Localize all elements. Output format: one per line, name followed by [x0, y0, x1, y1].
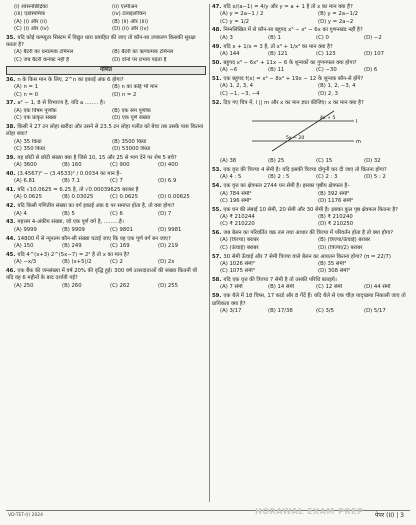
option: (B) y = 2a−1/2	[318, 11, 358, 18]
option: (B) 249	[62, 242, 82, 249]
question-42	[6, 203, 206, 218]
option: (B) 0.03025	[62, 194, 94, 201]
question-text: बहुपद x³ − 6x² + 11x − 6 के शून्यकों का गुणनफल क्या होगा?	[223, 59, 357, 66]
option: (B) 35 सेमी³	[318, 260, 347, 267]
question-text: एक बैंक की जनसंख्या में वर्ष 20% की वृद्धि हुई। 300 वर्ष उत्तरदाताओं की संख्या कितनी थी यदि वह 6 महीनों के बाद दर्शायी गई?	[6, 268, 198, 282]
question-number: 43.	[6, 219, 16, 226]
question-number: 40.	[6, 170, 16, 177]
option: (D) y = 2a−2	[318, 18, 354, 25]
option: (D) 400	[158, 162, 179, 169]
watermark: HORAWAL EXAM PREP	[255, 507, 364, 516]
option: (A) 0.0625	[14, 194, 42, 201]
option: (C) जब बैटरी कनेक्ट नहीं है	[14, 56, 69, 63]
question-number: 37.	[6, 100, 16, 107]
option: (C) 262	[110, 282, 130, 289]
option: (B) 14 सेमी	[268, 284, 294, 291]
angle-label-bottom: 5x − 20	[286, 135, 305, 141]
angle-label-top: 4x + 5	[320, 115, 336, 121]
option: (D) 44 सेमी	[364, 284, 391, 291]
question-text: यदि एक वृत्त की त्रिज्या 7 सेमी है तो उसकी परिधि बताइये।	[223, 277, 337, 284]
page-number: पेपर (II) | 3	[374, 512, 404, 519]
option: (C) −30	[316, 67, 337, 74]
option: (iii) एंडोस्पर्मिक	[14, 11, 46, 18]
option: (D) 9981	[158, 226, 182, 233]
option: (A) 3600	[14, 162, 37, 169]
option: (B) 3500 किग्रा	[112, 138, 147, 145]
question-text: एक थैले में 18 चिप्स, 17 कार्ड और 8 गेंदें हैं। यदि थैले से एक चीज़ यादृच्छया निकाली जाए तो प्रायिकता क्या है?	[212, 293, 406, 307]
question-number: 51.	[212, 76, 222, 83]
option: (B) (x+5)/2	[62, 259, 92, 266]
option: (A) 4 : 5	[220, 174, 242, 181]
option: (C) 123	[316, 50, 336, 57]
question-number: 48.	[212, 27, 222, 34]
option: (C) (ऊँचाई) बराबर	[220, 244, 259, 251]
option: (C) 350 किग्रा	[14, 145, 46, 152]
option: (D) 2, 3	[318, 90, 339, 97]
question-number: 44.	[6, 235, 16, 242]
question-number: 55.	[212, 206, 222, 213]
question-49	[212, 44, 412, 59]
option: (D) 7	[158, 210, 172, 217]
question-number: 45.	[6, 251, 16, 258]
option: (D) 5/17	[364, 307, 386, 314]
option: (C) 2	[110, 259, 123, 266]
question-35	[6, 35, 206, 64]
option: (A) ₹ 210244	[220, 213, 255, 220]
question-37	[6, 100, 206, 122]
question-number: 56.	[212, 230, 222, 237]
option: (B) 9909	[62, 226, 85, 233]
option: (B) बैटरी का ऋणात्मक टर्मिनल	[112, 49, 174, 56]
option: (C) 2 : 3	[316, 174, 338, 181]
option: (C) 7	[110, 178, 123, 185]
option: (D) 308 सेमी³	[318, 268, 350, 275]
option: (A) 144	[220, 50, 240, 57]
option: (A) बैटरी का धनात्मक टर्मिनल	[14, 49, 74, 56]
option: (i) श्वसनछिद्रिका	[14, 4, 48, 10]
question-number: 47.	[212, 4, 222, 10]
question-41	[6, 187, 206, 202]
option: (A) 3/17	[220, 307, 242, 314]
option: (B) 392 सेमी²	[318, 190, 350, 197]
option: (ii) एल्पीअन	[112, 4, 138, 10]
option: (A) 250	[14, 282, 34, 289]
question-36	[6, 77, 206, 99]
option: (D) (त्रिज्या/2) बराबर	[318, 244, 363, 251]
option: (D) n = 2	[112, 91, 137, 98]
question-number: 38.	[6, 123, 16, 130]
option: (C) 900	[110, 162, 130, 169]
question-text: यदि x/(a−1) = 4/y और y = a + 1 है तो x का मान क्या है?	[223, 4, 353, 10]
section-heading: गणित	[6, 66, 206, 75]
option: (B) 5	[62, 210, 75, 217]
question-number: 46.	[6, 268, 16, 275]
option: (C) −1, −3, −4	[220, 90, 260, 97]
option: (A) 9999	[14, 226, 37, 233]
question-text: यदि √10.0625 = 6.25 है, तो √0.00039625 बराबर है	[17, 187, 139, 194]
option: (iv) टेलाइलोकिन	[112, 11, 146, 18]
option: (D) ₹ 210250	[318, 221, 354, 228]
question-45	[6, 252, 206, 267]
question-57	[212, 254, 412, 276]
option: (D) 2x	[158, 259, 175, 266]
option: (A) (i) और (ii)	[14, 18, 48, 25]
question-text: एक घन की लंबाई 10 सेमी, 20 सेमी और 30 सेमी है। इसका कुल पृष्ठ क्षेत्रफल कितना है?	[223, 206, 398, 213]
option: (D) 255	[158, 282, 179, 289]
option: (C) 1075 सेमी³	[220, 268, 255, 275]
question-text: एक बहुपद f(x) = x⁴ − 8x³ + 19x − 12 के शून्यक कौन-से होंगे?	[223, 76, 364, 83]
column-divider	[209, 4, 210, 502]
question-51	[212, 76, 412, 98]
option: (B) (त्रिज्या/ऊँचाई) बराबर	[318, 237, 371, 244]
option: (A) 38	[220, 158, 237, 165]
question-number: 59.	[212, 293, 222, 300]
question-text: 14800 में से न्यूनतम कौन-सी संख्या घटाई जाए कि यह एक पूर्ण वर्ग बन जाए?	[17, 235, 171, 242]
question-58	[212, 277, 412, 292]
left-column	[6, 4, 206, 292]
question-number: 57.	[212, 253, 222, 260]
question-text: एक वृत्त का क्षेत्रफल 2744 घन सेमी है। इसका पृष्ठीय क्षेत्रफल है–	[223, 183, 350, 190]
option: (B) 2 : 5	[268, 174, 290, 181]
option: (B) 160	[62, 162, 82, 169]
option: (B) (ii) और (iii)	[112, 18, 149, 25]
option: (C) 6	[110, 210, 123, 217]
option: (C) 0.0625	[110, 194, 139, 201]
option: (B) 17/38	[268, 307, 293, 314]
question-39	[6, 155, 206, 170]
option: (A) 1026 सेमी³	[220, 260, 255, 267]
question-number: 35.	[6, 34, 16, 41]
option: (A) 3	[220, 34, 233, 41]
option: (B) 121	[268, 50, 288, 57]
option: (A) −x/3	[14, 259, 37, 266]
option: (D) दोनों पर प्रभाव पड़ता है	[112, 56, 167, 63]
option: (D) 5 : 2	[364, 174, 386, 181]
question-text: यदि 4^(x+3)·2^(5x−7) = 2² है तो x का मान है?	[17, 251, 130, 258]
question-number: 58.	[212, 277, 222, 284]
option: (C) y = 1/2	[220, 18, 249, 25]
question-number: 53.	[212, 167, 222, 174]
option: (C) 169	[110, 242, 130, 249]
question-text: यदि किसी गणितीय संख्या का वर्ग इकाई अंक 6 पर समाप्त होता है, तो क्या होगा?	[17, 203, 175, 210]
question-text: एक वृत्त की त्रिज्या 4 सेमी है। यदि इसकी त्रिज्या दोगुनी कर दी जाए तो कितना होगा?	[223, 167, 387, 174]
option: (B) 7.1	[62, 178, 80, 185]
option: (A) 6.81	[14, 178, 36, 185]
question-text: यदि x + 1/x = 3 है, तो x³ + 1/x³ का मान क्या है?	[223, 43, 333, 50]
question-expression: (3.4567)² − (3.4533)² / 0.0034 का मान है–	[17, 170, 122, 177]
question-44	[6, 236, 206, 251]
question-47	[212, 4, 412, 26]
option: (D) एक पूर्ण संख्या	[112, 115, 151, 122]
option: (B) ₹ 210240	[318, 213, 353, 220]
question-text: 30 सेमी ऊँचाई और 7 सेमी त्रिज्या वाले बेलन का आयतन कितना होगा? (π = 22/7)	[223, 253, 391, 260]
footer-code: VD-TET-(I) 2024	[8, 513, 44, 518]
option: (C) n = 0	[14, 91, 39, 98]
option: (A) एक विषम पूर्णांक	[14, 107, 57, 114]
option: (D) −2	[364, 34, 382, 41]
question-number: 42.	[6, 203, 16, 210]
option: (D) 6.9	[158, 178, 177, 185]
question-46	[6, 268, 206, 290]
option: (B) 1	[268, 34, 281, 41]
question-number: 41.	[6, 187, 16, 194]
question-40	[6, 171, 206, 186]
option: (D) 1176 सेमी²	[318, 197, 354, 204]
option: (D) 0.00625	[158, 194, 190, 201]
question-text: दिए गए चित्र में, l || m और x का मान ज्ञात कीजिए। x का मान क्या है?	[223, 99, 364, 106]
question-52	[212, 100, 412, 166]
option: (A) −6	[220, 67, 238, 74]
option: (B) 25	[268, 158, 285, 165]
question-56	[212, 230, 412, 252]
right-column	[212, 4, 412, 317]
question-48	[212, 27, 412, 42]
label-l: l	[356, 118, 358, 125]
option: (A) (त्रिज्या) बराबर	[220, 237, 259, 244]
question-59	[212, 293, 412, 315]
option: (B) 1, 2, −3, 4	[318, 83, 356, 90]
question-text: महत्तम 4-अंकीय संख्या, जो एक पूर्ण वर्ग है, .........है।	[17, 219, 124, 226]
option: (A) 784 सेमी²	[220, 190, 252, 197]
option: (B) एक सम पूर्णांक	[112, 107, 151, 114]
option: (C) (i) और (iv)	[14, 25, 49, 32]
option: (C) 9801	[110, 226, 133, 233]
question-number: 50.	[212, 59, 222, 66]
option: (D) 32	[364, 158, 381, 165]
option: (A) n = 1	[14, 84, 38, 91]
option: (C) 196 सेमी²	[220, 197, 252, 204]
option: (B) 11	[268, 67, 285, 74]
option: (C) ₹ 210220	[220, 221, 255, 228]
option: (C) 0	[316, 34, 329, 41]
question-number: 54.	[212, 183, 222, 190]
question-text: n के किस मान के लिए, 2^n का इकाई अंक 6 होगा?	[17, 76, 124, 83]
question-number: 36.	[6, 76, 16, 83]
question-text: निम्नलिखित में से कौन-सा बहुपद x⁵ − x² − 6x का गुणनखंड नहीं है?	[223, 27, 363, 34]
option: (C) एक प्राकृत संख्या	[14, 115, 57, 122]
option: (A) 1, 2, 3, 4	[220, 83, 254, 90]
question-53	[212, 167, 412, 182]
option: (D) 219	[158, 242, 179, 249]
label-m: m	[356, 138, 361, 145]
question-text: जब बेलन का परिवर्तित वक्र तल तथा आधार की त्रिज्या में परिवर्तन होता है तो क्या होगा?	[223, 230, 394, 237]
option: (A) y = 2a−1 / 2	[220, 11, 264, 18]
question-number: 39.	[6, 154, 16, 161]
question-number: 52.	[212, 99, 222, 106]
question-55	[212, 207, 412, 229]
question-50	[212, 60, 412, 75]
option: (C) 3/5	[316, 307, 335, 314]
option: (D) 107	[364, 50, 385, 57]
question-text: a² − 1, 8 से विभाज्य है, यदि a ........ है।	[17, 100, 105, 107]
option: (A) 4	[14, 210, 27, 217]
option: (B) 260	[62, 282, 82, 289]
option: (B) n का कोई भी मान	[112, 84, 158, 91]
parallel-lines-figure	[242, 109, 362, 153]
question-34-options	[6, 4, 206, 33]
option: (A) 7 सेमी	[220, 284, 243, 291]
question-43	[6, 219, 206, 234]
question-38	[6, 124, 206, 153]
option: (A) 150	[14, 242, 34, 249]
question-text: किसी ने 27 टन लोहा खरीदा और उसने से 23.5 टन लोहा गलीत को बेचा तब उसके पास कितना लोहा बचा?	[6, 123, 204, 138]
option: (C) 12 सेमी	[316, 284, 343, 291]
question-54	[212, 183, 412, 205]
option: (D) 6	[364, 67, 378, 74]
question-number: 49.	[212, 43, 222, 50]
option: (D) (ii) और (iv)	[112, 25, 149, 32]
option: (C) 15	[316, 158, 333, 165]
question-text: यदि कोई कम्प्यूटर सिस्टम में विद्युत धारा प्रवाहित की जाए तो कौन-सा उपकरण किसकी सुरक्षा करता है?	[6, 34, 196, 49]
question-text: वह छोटी से छोटी संख्या क्या है जिसे 10, 15 और 25 से भाग देने पर शेष 5 बचे?	[17, 154, 177, 161]
option: (D) 53000 किग्रा	[112, 145, 151, 152]
option: (A) 35 किग्रा	[14, 138, 42, 145]
